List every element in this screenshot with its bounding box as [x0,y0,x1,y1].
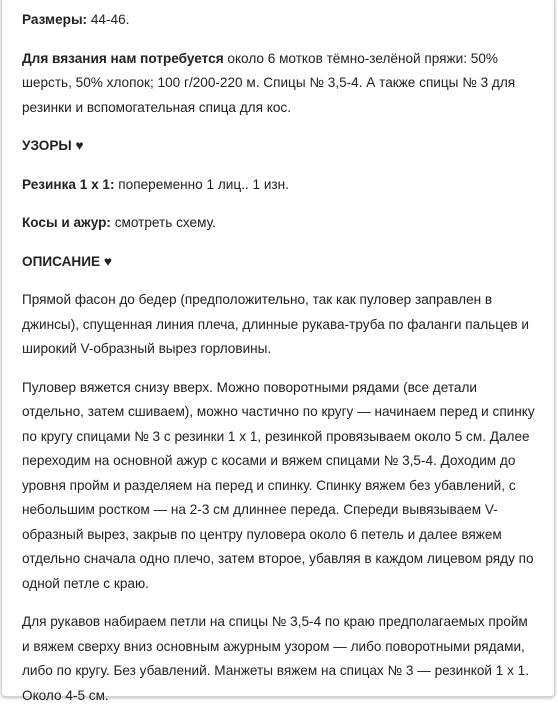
description-paragraph-2: Пуловер вяжется снизу вверх. Можно поворотными рядами (все детали отдельно, затем сшиваем), можно частично по кругу — начинаем перед и спинку по кругу спицами № 3 с резинки 1 х 1, резинкой провязываем около 5 см. Далее переходим на основной ажур с косами и вяжем спицами № 3,5-4. Доходим до уровня пройм и разделяем на перед и спинку. Спинку вяжем без убавлений, с небольшим ростком — на 2-3 см длиннее переда. Спереди вывязываем V-образный вырез, закрыв по центру пуловера около 6 петель и далее вяжем отдельно сначала одно плечо, затем второе, убавляя в каждом лицевом ряду по одной петле с краю. [22,379,535,591]
materials-value: около 6 мотков тёмно-зелёной пряжи: 50% шерсть, 50% хлопок; 100 г/200-220 м. Спицы № 3,5-4. А также спицы № 3 для резинки и вспомогательная спица для кос. [22,50,516,115]
cables-line [22,211,538,236]
sizes-line [22,8,538,33]
description-paragraph-3: Для рукавов набираем петли на спицы № 3,5-4 по краю предполагаемых пройм и вяжем сверху вниз основным ажурным узором — либо поворотными рядами, либо по кругу. Без убавлений. Манжеты вяжем на спицах № 3 — резинкой 1 х 1. Около 4-5 см. [22,614,530,703]
rib-value: попеременно 1 лиц.. 1 изн. [114,176,289,192]
rib-line [22,173,538,198]
rib-label: Резинка 1 х 1: [22,176,115,192]
materials-label: Для вязания нам потребуется [22,50,224,66]
cables-value: смотреть схему. [110,215,216,230]
description-paragraph-1: Прямой фасон до бедер (предположительно, так как пуловер заправлен в джинсы), спущенная линия плеча, длинные рукава-труба по фаланги пальцев и широкий V-образный вырез горловины. [22,292,530,356]
sizes-label: Размеры: [22,12,88,27]
materials-paragraph [22,47,538,121]
article-body [22,8,538,722]
cables-label: Косы и ажур: [22,215,111,230]
sizes-value: 44-46. [87,12,130,27]
patterns-heading: УЗОРЫ ♥ [22,138,84,153]
description-heading: ОПИСАНИЕ ♥ [22,253,112,269]
